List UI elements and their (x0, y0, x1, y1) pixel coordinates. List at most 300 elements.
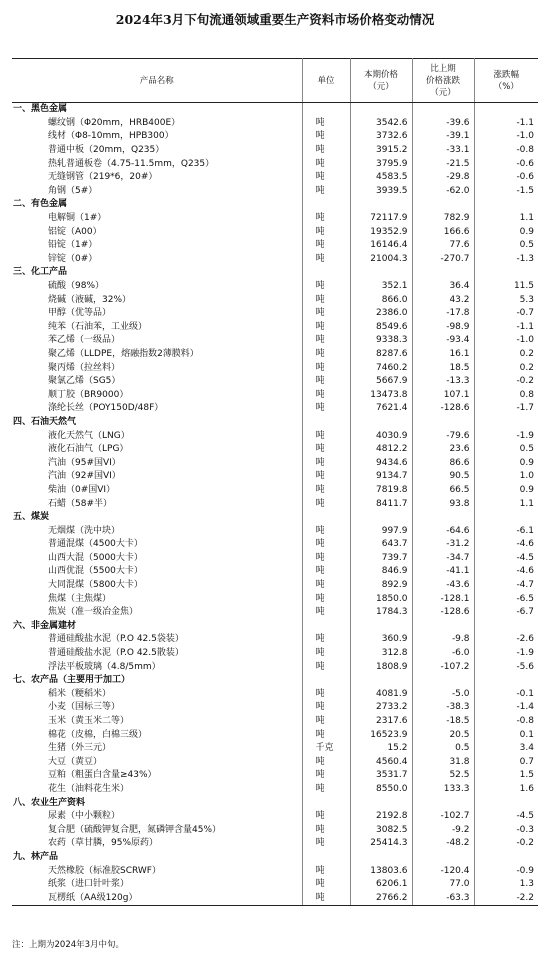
price-cell: 4560.4 (350, 756, 412, 770)
price-cell: 2192.8 (350, 810, 412, 824)
percent-cell: -1.9 (516, 648, 534, 659)
percent-cell: -1.5 (516, 185, 534, 196)
table-header-row (12, 59, 538, 103)
unit-cell: 吨 (302, 144, 350, 158)
table-row (12, 579, 538, 593)
percent-cell: -0.3 (516, 824, 534, 835)
unit-cell: 吨 (302, 348, 350, 362)
price-cell: 352.1 (350, 280, 412, 294)
percent-cell: -1.9 (516, 430, 534, 441)
change-cell: 77.0 (412, 878, 474, 892)
change-cell: 93.8 (412, 497, 474, 511)
percent-cell: 0.8 (519, 389, 534, 400)
change-cell: -62.0 (412, 185, 474, 199)
category-title: 八、农业生产资料 (12, 796, 302, 810)
unit-cell: 吨 (302, 307, 350, 321)
unit-cell: 吨 (302, 157, 350, 171)
product-name: 尿素（中小颗粒） (12, 810, 302, 824)
unit-cell: 吨 (302, 823, 350, 837)
percent-cell: -1.0 (516, 335, 534, 346)
change-cell: -9.8 (412, 633, 474, 647)
product-name: 汽油（92#国VI） (12, 470, 302, 484)
product-name: 焦煤（主焦煤） (12, 592, 302, 606)
product-name: 无烟煤（洗中块） (12, 524, 302, 538)
unit-cell: 吨 (302, 497, 350, 511)
product-name: 苯乙烯（一级品） (12, 334, 302, 348)
product-name: 柴油（0#国VI） (12, 484, 302, 498)
price-cell: 6206.1 (350, 878, 412, 892)
price-cell: 4583.5 (350, 171, 412, 185)
table-row (12, 171, 538, 185)
product-name: 热轧普通板卷（4.75-11.5mm，Q235） (12, 157, 302, 171)
unit-cell: 吨 (302, 524, 350, 538)
product-name: 角钢（5#） (12, 185, 302, 199)
price-cell: 4030.9 (350, 429, 412, 443)
percent-cell: -1.0 (516, 131, 534, 142)
percent-cell: 0.9 (519, 457, 534, 468)
table-row (12, 484, 538, 498)
product-name: 硫酸（98%） (12, 280, 302, 294)
change-cell: -9.2 (412, 823, 474, 837)
price-cell: 15.2 (350, 742, 412, 756)
change-cell: 782.9 (412, 212, 474, 226)
percent-cell: 3.4 (519, 743, 534, 754)
price-cell: 19352.9 (350, 225, 412, 239)
product-name: 液化石油气（LPG） (12, 443, 302, 457)
product-name: 液化天然气（LNG） (12, 429, 302, 443)
table-row (12, 253, 538, 267)
price-cell: 2317.6 (350, 715, 412, 729)
category-title: 二、有色金属 (12, 198, 302, 212)
percent-cell: 0.9 (519, 226, 534, 237)
product-name: 农药（草甘膦，95%原药） (12, 837, 302, 851)
table-row (12, 647, 538, 661)
unit-cell: 吨 (302, 280, 350, 294)
unit-cell: 吨 (302, 891, 350, 905)
product-name: 普通硅酸盐水泥（P.O 42.5散装） (12, 647, 302, 661)
price-cell: 21004.3 (350, 253, 412, 267)
unit-cell: 吨 (302, 579, 350, 593)
table-row (12, 388, 538, 402)
table-row (12, 837, 538, 851)
change-cell: -21.5 (412, 157, 474, 171)
product-name: 聚氯乙烯（SG5） (12, 375, 302, 389)
price-cell: 8411.7 (350, 497, 412, 511)
header-price: 本期价格 （元） (350, 59, 412, 103)
price-cell: 72117.9 (350, 212, 412, 226)
product-name: 普通硅酸盐水泥（P.O 42.5袋装） (12, 633, 302, 647)
percent-cell: 1.5 (519, 770, 534, 781)
category-title: 四、石油天然气 (12, 416, 302, 430)
percent-cell: 0.2 (519, 362, 534, 373)
table-row (12, 361, 538, 375)
table-row (12, 688, 538, 702)
change-cell: -79.6 (412, 429, 474, 443)
table-row (12, 185, 538, 199)
price-cell: 1784.3 (350, 606, 412, 620)
table-row (12, 769, 538, 783)
change-cell: -41.1 (412, 565, 474, 579)
table-row (12, 239, 538, 253)
change-cell: -31.2 (412, 538, 474, 552)
price-cell: 7621.4 (350, 402, 412, 416)
table-row (12, 715, 538, 729)
product-name: 山西优混（5500大卡） (12, 565, 302, 579)
percent-cell: -0.8 (516, 716, 534, 727)
table-row (12, 592, 538, 606)
price-cell: 997.9 (350, 524, 412, 538)
product-name: 天然橡胶（标准胶SCRWF） (12, 864, 302, 878)
product-name: 螺纹钢（Φ20mm，HRB400E） (12, 117, 302, 131)
table-row (12, 823, 538, 837)
table-row (12, 565, 538, 579)
percent-cell: 0.9 (519, 484, 534, 495)
header-product-name: 产品名称 (12, 59, 302, 103)
change-cell: 23.6 (412, 443, 474, 457)
change-cell: 90.5 (412, 470, 474, 484)
table-row (12, 633, 538, 647)
table-row (12, 783, 538, 797)
category-row (12, 851, 538, 865)
unit-cell: 吨 (302, 810, 350, 824)
table-row (12, 443, 538, 457)
percent-cell: -6.7 (516, 607, 534, 618)
percent-cell: 5.3 (519, 294, 534, 305)
change-cell: 166.6 (412, 225, 474, 239)
product-name: 普通中板（20mm，Q235） (12, 144, 302, 158)
unit-cell: 吨 (302, 130, 350, 144)
percent-cell: 1.1 (519, 498, 534, 509)
percent-cell: -4.6 (516, 539, 534, 550)
unit-cell: 吨 (302, 239, 350, 253)
change-cell: -39.6 (412, 117, 474, 131)
price-table (12, 58, 538, 906)
unit-cell: 吨 (302, 375, 350, 389)
product-name: 大同混煤（5800大卡） (12, 579, 302, 593)
price-cell: 8550.0 (350, 783, 412, 797)
change-cell: -128.6 (412, 606, 474, 620)
unit-cell: 吨 (302, 756, 350, 770)
change-cell: -34.7 (412, 552, 474, 566)
change-cell: 107.1 (412, 388, 474, 402)
price-cell: 9434.6 (350, 456, 412, 470)
unit-cell: 吨 (302, 647, 350, 661)
change-cell: -128.1 (412, 592, 474, 606)
table-row (12, 334, 538, 348)
change-cell: 16.1 (412, 348, 474, 362)
unit-cell: 千克 (302, 742, 350, 756)
header-change: 比上期 价格涨跌 （元） (412, 59, 474, 103)
table-row (12, 891, 538, 905)
price-cell: 5667.9 (350, 375, 412, 389)
footnote: 注：上期为2024年3月中旬。 (12, 940, 125, 950)
percent-cell: -1.1 (516, 117, 534, 128)
table-row (12, 429, 538, 443)
product-name: 铝锭（A00） (12, 225, 302, 239)
price-cell: 360.9 (350, 633, 412, 647)
category-title: 一、黑色金属 (12, 103, 302, 117)
product-name: 纸浆（进口针叶浆） (12, 878, 302, 892)
price-cell: 16523.9 (350, 728, 412, 742)
product-name: 涤纶长丝（POY150D/48F） (12, 402, 302, 416)
product-name: 棉花（皮棉，白棉三级） (12, 728, 302, 742)
table-row (12, 144, 538, 158)
product-name: 瓦楞纸（AA级120g） (12, 891, 302, 905)
category-row (12, 103, 538, 117)
unit-cell: 吨 (302, 321, 350, 335)
table-row (12, 810, 538, 824)
category-title: 七、农产品（主要用于加工） (12, 674, 302, 688)
percent-cell: -1.7 (516, 403, 534, 414)
unit-cell: 吨 (302, 769, 350, 783)
table-row (12, 456, 538, 470)
percent-cell: -0.2 (516, 376, 534, 387)
price-cell: 739.7 (350, 552, 412, 566)
change-cell: 18.5 (412, 361, 474, 375)
percent-cell: -5.6 (516, 661, 534, 672)
unit-cell: 吨 (302, 538, 350, 552)
price-cell: 312.8 (350, 647, 412, 661)
price-cell: 4812.2 (350, 443, 412, 457)
price-cell: 3795.9 (350, 157, 412, 171)
percent-cell: -4.5 (516, 552, 534, 563)
percent-cell: -4.7 (516, 580, 534, 591)
category-title: 三、化工产品 (12, 266, 302, 280)
unit-cell: 吨 (302, 429, 350, 443)
category-title: 六、非金属建材 (12, 620, 302, 634)
table-row (12, 756, 538, 770)
change-cell: 0.5 (412, 742, 474, 756)
price-cell: 13803.6 (350, 864, 412, 878)
unit-cell: 吨 (302, 701, 350, 715)
change-cell: 77.6 (412, 239, 474, 253)
product-name: 烧碱（液碱，32%） (12, 293, 302, 307)
change-cell: 86.6 (412, 456, 474, 470)
unit-cell: 吨 (302, 633, 350, 647)
unit-cell: 吨 (302, 728, 350, 742)
table-row (12, 375, 538, 389)
percent-cell: 1.6 (519, 783, 534, 794)
table-row (12, 878, 538, 892)
table-row (12, 552, 538, 566)
product-name: 纯苯（石油苯，工业级） (12, 321, 302, 335)
percent-cell: -2.6 (516, 634, 534, 645)
change-cell: -63.3 (412, 891, 474, 905)
change-cell: 52.5 (412, 769, 474, 783)
percent-cell: -0.8 (516, 145, 534, 156)
change-cell: -5.0 (412, 688, 474, 702)
price-cell: 3531.7 (350, 769, 412, 783)
unit-cell: 吨 (302, 606, 350, 620)
percent-cell: 0.5 (519, 240, 534, 251)
price-cell: 4081.9 (350, 688, 412, 702)
change-cell: -6.0 (412, 647, 474, 661)
price-cell: 8287.6 (350, 348, 412, 362)
price-cell: 892.9 (350, 579, 412, 593)
percent-cell: 11.5 (513, 281, 534, 292)
unit-cell: 吨 (302, 456, 350, 470)
table-row (12, 225, 538, 239)
change-cell: -17.8 (412, 307, 474, 321)
product-name: 豆粕（粗蛋白含量≥43%） (12, 769, 302, 783)
table-row (12, 864, 538, 878)
percent-cell: 1.0 (519, 471, 534, 482)
change-cell: -18.5 (412, 715, 474, 729)
header-percent: 涨跌幅 （%） (474, 59, 538, 103)
unit-cell: 吨 (302, 837, 350, 851)
product-name: 山西大混（5000大卡） (12, 552, 302, 566)
unit-cell: 吨 (302, 552, 350, 566)
category-title: 九、林产品 (12, 851, 302, 865)
product-name: 甲醇（优等品） (12, 307, 302, 321)
unit-cell: 吨 (302, 592, 350, 606)
percent-cell: 1.3 (519, 879, 534, 890)
table-row (12, 742, 538, 756)
category-row (12, 416, 538, 430)
unit-cell: 吨 (302, 402, 350, 416)
product-name: 大豆（黄豆） (12, 756, 302, 770)
table-row (12, 402, 538, 416)
change-cell: -270.7 (412, 253, 474, 267)
change-cell: 20.5 (412, 728, 474, 742)
table-row (12, 130, 538, 144)
header-unit: 单位 (302, 59, 350, 103)
percent-cell: -0.6 (516, 158, 534, 169)
product-name: 聚乙烯（LLDPE，熔融指数2薄膜料） (12, 348, 302, 362)
change-cell: -39.1 (412, 130, 474, 144)
category-row (12, 198, 538, 212)
change-cell: -13.3 (412, 375, 474, 389)
product-name: 稻米（粳稻米） (12, 688, 302, 702)
percent-cell: 1.1 (519, 213, 534, 224)
change-cell: -38.3 (412, 701, 474, 715)
unit-cell: 吨 (302, 443, 350, 457)
unit-cell: 吨 (302, 253, 350, 267)
change-cell: 31.8 (412, 756, 474, 770)
unit-cell: 吨 (302, 878, 350, 892)
table-row (12, 307, 538, 321)
table-row (12, 321, 538, 335)
change-cell: -120.4 (412, 864, 474, 878)
price-cell: 1850.0 (350, 592, 412, 606)
category-row (12, 620, 538, 634)
change-cell: 133.3 (412, 783, 474, 797)
price-cell: 2733.2 (350, 701, 412, 715)
price-cell: 16146.4 (350, 239, 412, 253)
product-name: 聚丙烯（拉丝料） (12, 361, 302, 375)
price-cell: 2766.2 (350, 891, 412, 905)
percent-cell: 0.1 (519, 729, 534, 740)
product-name: 复合肥（硫酸钾复合肥，氮磷钾含量45%） (12, 823, 302, 837)
page-title: 2024年3月下旬流通领域重要生产资料市场价格变动情况 (115, 12, 435, 27)
product-name: 花生（油料花生米） (12, 783, 302, 797)
unit-cell: 吨 (302, 484, 350, 498)
category-row (12, 674, 538, 688)
change-cell: 66.5 (412, 484, 474, 498)
change-cell: -102.7 (412, 810, 474, 824)
percent-cell: -4.5 (516, 811, 534, 822)
product-name: 锌锭（0#） (12, 253, 302, 267)
table-row (12, 660, 538, 674)
product-name: 汽油（95#国VI） (12, 456, 302, 470)
unit-cell: 吨 (302, 293, 350, 307)
change-cell: -107.2 (412, 660, 474, 674)
change-cell: -98.9 (412, 321, 474, 335)
table-body (12, 103, 538, 906)
percent-cell: -1.3 (516, 253, 534, 264)
percent-cell: -6.1 (516, 525, 534, 536)
table-row (12, 117, 538, 131)
price-cell: 3542.6 (350, 117, 412, 131)
table-row (12, 606, 538, 620)
percent-cell: -0.7 (516, 308, 534, 319)
product-name: 普通混煤（4500大卡） (12, 538, 302, 552)
product-name: 石蜡（58#半） (12, 497, 302, 511)
price-cell: 1808.9 (350, 660, 412, 674)
percent-cell: -0.9 (516, 865, 534, 876)
unit-cell: 吨 (302, 225, 350, 239)
price-cell: 866.0 (350, 293, 412, 307)
change-cell: -48.2 (412, 837, 474, 851)
product-name: 玉米（黄玉米二等） (12, 715, 302, 729)
change-cell: -64.6 (412, 524, 474, 538)
category-row (12, 266, 538, 280)
table-row (12, 157, 538, 171)
price-cell: 3082.5 (350, 823, 412, 837)
unit-cell: 吨 (302, 117, 350, 131)
price-cell: 7819.8 (350, 484, 412, 498)
table-row (12, 701, 538, 715)
price-cell: 8549.6 (350, 321, 412, 335)
change-cell: 36.4 (412, 280, 474, 294)
table-row (12, 293, 538, 307)
change-cell: -93.4 (412, 334, 474, 348)
change-cell: 43.2 (412, 293, 474, 307)
unit-cell: 吨 (302, 565, 350, 579)
price-cell: 3939.5 (350, 185, 412, 199)
percent-cell: 0.2 (519, 348, 534, 359)
unit-cell: 吨 (302, 715, 350, 729)
unit-cell: 吨 (302, 864, 350, 878)
percent-cell: -2.2 (474, 891, 538, 905)
price-cell: 25414.3 (350, 837, 412, 851)
product-name: 电解铜（1#） (12, 212, 302, 226)
percent-cell: -1.4 (516, 702, 534, 713)
price-cell: 2386.0 (350, 307, 412, 321)
table-row (12, 280, 538, 294)
price-cell: 643.7 (350, 538, 412, 552)
percent-cell: -4.6 (516, 566, 534, 577)
unit-cell: 吨 (302, 688, 350, 702)
price-cell: 3915.2 (350, 144, 412, 158)
unit-cell: 吨 (302, 388, 350, 402)
unit-cell: 吨 (302, 334, 350, 348)
price-cell: 13473.8 (350, 388, 412, 402)
product-name: 生猪（外三元） (12, 742, 302, 756)
table-row (12, 524, 538, 538)
product-name: 铅锭（1#） (12, 239, 302, 253)
percent-cell: -0.1 (516, 688, 534, 699)
table-row (12, 470, 538, 484)
product-name: 顺丁胶（BR9000） (12, 388, 302, 402)
unit-cell: 吨 (302, 783, 350, 797)
price-cell: 9338.3 (350, 334, 412, 348)
price-cell: 3732.6 (350, 130, 412, 144)
category-row (12, 796, 538, 810)
percent-cell: -0.2 (516, 838, 534, 849)
unit-cell: 吨 (302, 185, 350, 199)
unit-cell: 吨 (302, 470, 350, 484)
